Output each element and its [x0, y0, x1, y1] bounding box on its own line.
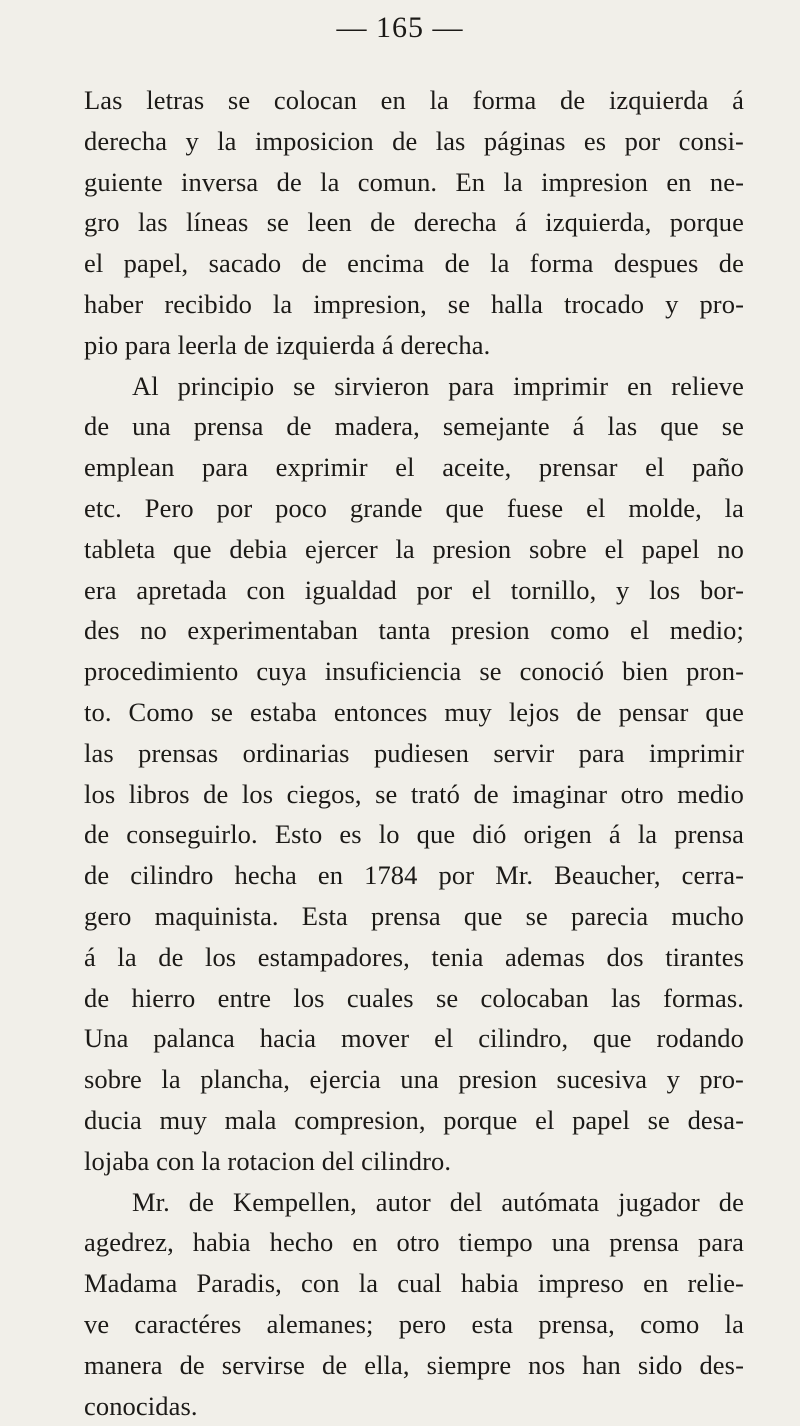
text-line: lojaba con la rotacion del cilindro.: [84, 1141, 744, 1182]
text-line: ve caractéres alemanes; pero esta prensa, como la: [84, 1304, 744, 1345]
text-line: to. Como se estaba entonces muy lejos de pensar que: [84, 692, 744, 733]
page-number: — 165 —: [0, 10, 800, 46]
text-line: Madama Paradis, con la cual habia impreso en relie-: [84, 1263, 744, 1304]
text-line: etc. Pero por poco grande que fuese el molde, la: [84, 488, 744, 529]
text-line: Las letras se colocan en la forma de izquierda á: [84, 80, 744, 121]
text-line: agedrez, habia hecho en otro tiempo una prensa para: [84, 1222, 744, 1263]
text-line: de hierro entre los cuales se colocaban las formas.: [84, 978, 744, 1019]
text-line: emplean para exprimir el aceite, prensar el paño: [84, 447, 744, 488]
text-line: á la de los estampadores, tenia ademas dos tirantes: [84, 937, 744, 978]
text-line: manera de servirse de ella, siempre nos han sido des-: [84, 1345, 744, 1386]
text-line: gro las líneas se leen de derecha á izquierda, porque: [84, 202, 744, 243]
text-line: haber recibido la impresion, se halla trocado y pro-: [84, 284, 744, 325]
paragraph-start-line: Mr. de Kempellen, autor del autómata jugador de: [84, 1182, 744, 1223]
text-line: de conseguirlo. Esto es lo que dió origen á la prensa: [84, 814, 744, 855]
text-line: des no experimentaban tanta presion como el medio;: [84, 610, 744, 651]
text-line: era apretada con igualdad por el tornillo, y los bor-: [84, 570, 744, 611]
text-line: las prensas ordinarias pudiesen servir para imprimir: [84, 733, 744, 774]
body-text: [84, 80, 744, 1426]
text-line: conocidas.: [84, 1386, 744, 1426]
text-line: derecha y la imposicion de las páginas es por consi-: [84, 121, 744, 162]
paragraph-start-line: Al principio se sirvieron para imprimir en relieve: [84, 366, 744, 407]
text-line: Una palanca hacia mover el cilindro, que rodando: [84, 1018, 744, 1059]
text-line: tableta que debia ejercer la presion sobre el papel no: [84, 529, 744, 570]
text-line: de cilindro hecha en 1784 por Mr. Beaucher, cerra-: [84, 855, 744, 896]
text-line: gero maquinista. Esta prensa que se parecia mucho: [84, 896, 744, 937]
text-line: los libros de los ciegos, se trató de imaginar otro medio: [84, 774, 744, 815]
text-line: procedimiento cuya insuficiencia se conoció bien pron-: [84, 651, 744, 692]
text-line: el papel, sacado de encima de la forma despues de: [84, 243, 744, 284]
text-line: de una prensa de madera, semejante á las que se: [84, 406, 744, 447]
text-line: ducia muy mala compresion, porque el papel se desa-: [84, 1100, 744, 1141]
text-line: guiente inversa de la comun. En la impresion en ne-: [84, 162, 744, 203]
text-line: pio para leerla de izquierda á derecha.: [84, 325, 744, 366]
text-line: sobre la plancha, ejercia una presion sucesiva y pro-: [84, 1059, 744, 1100]
